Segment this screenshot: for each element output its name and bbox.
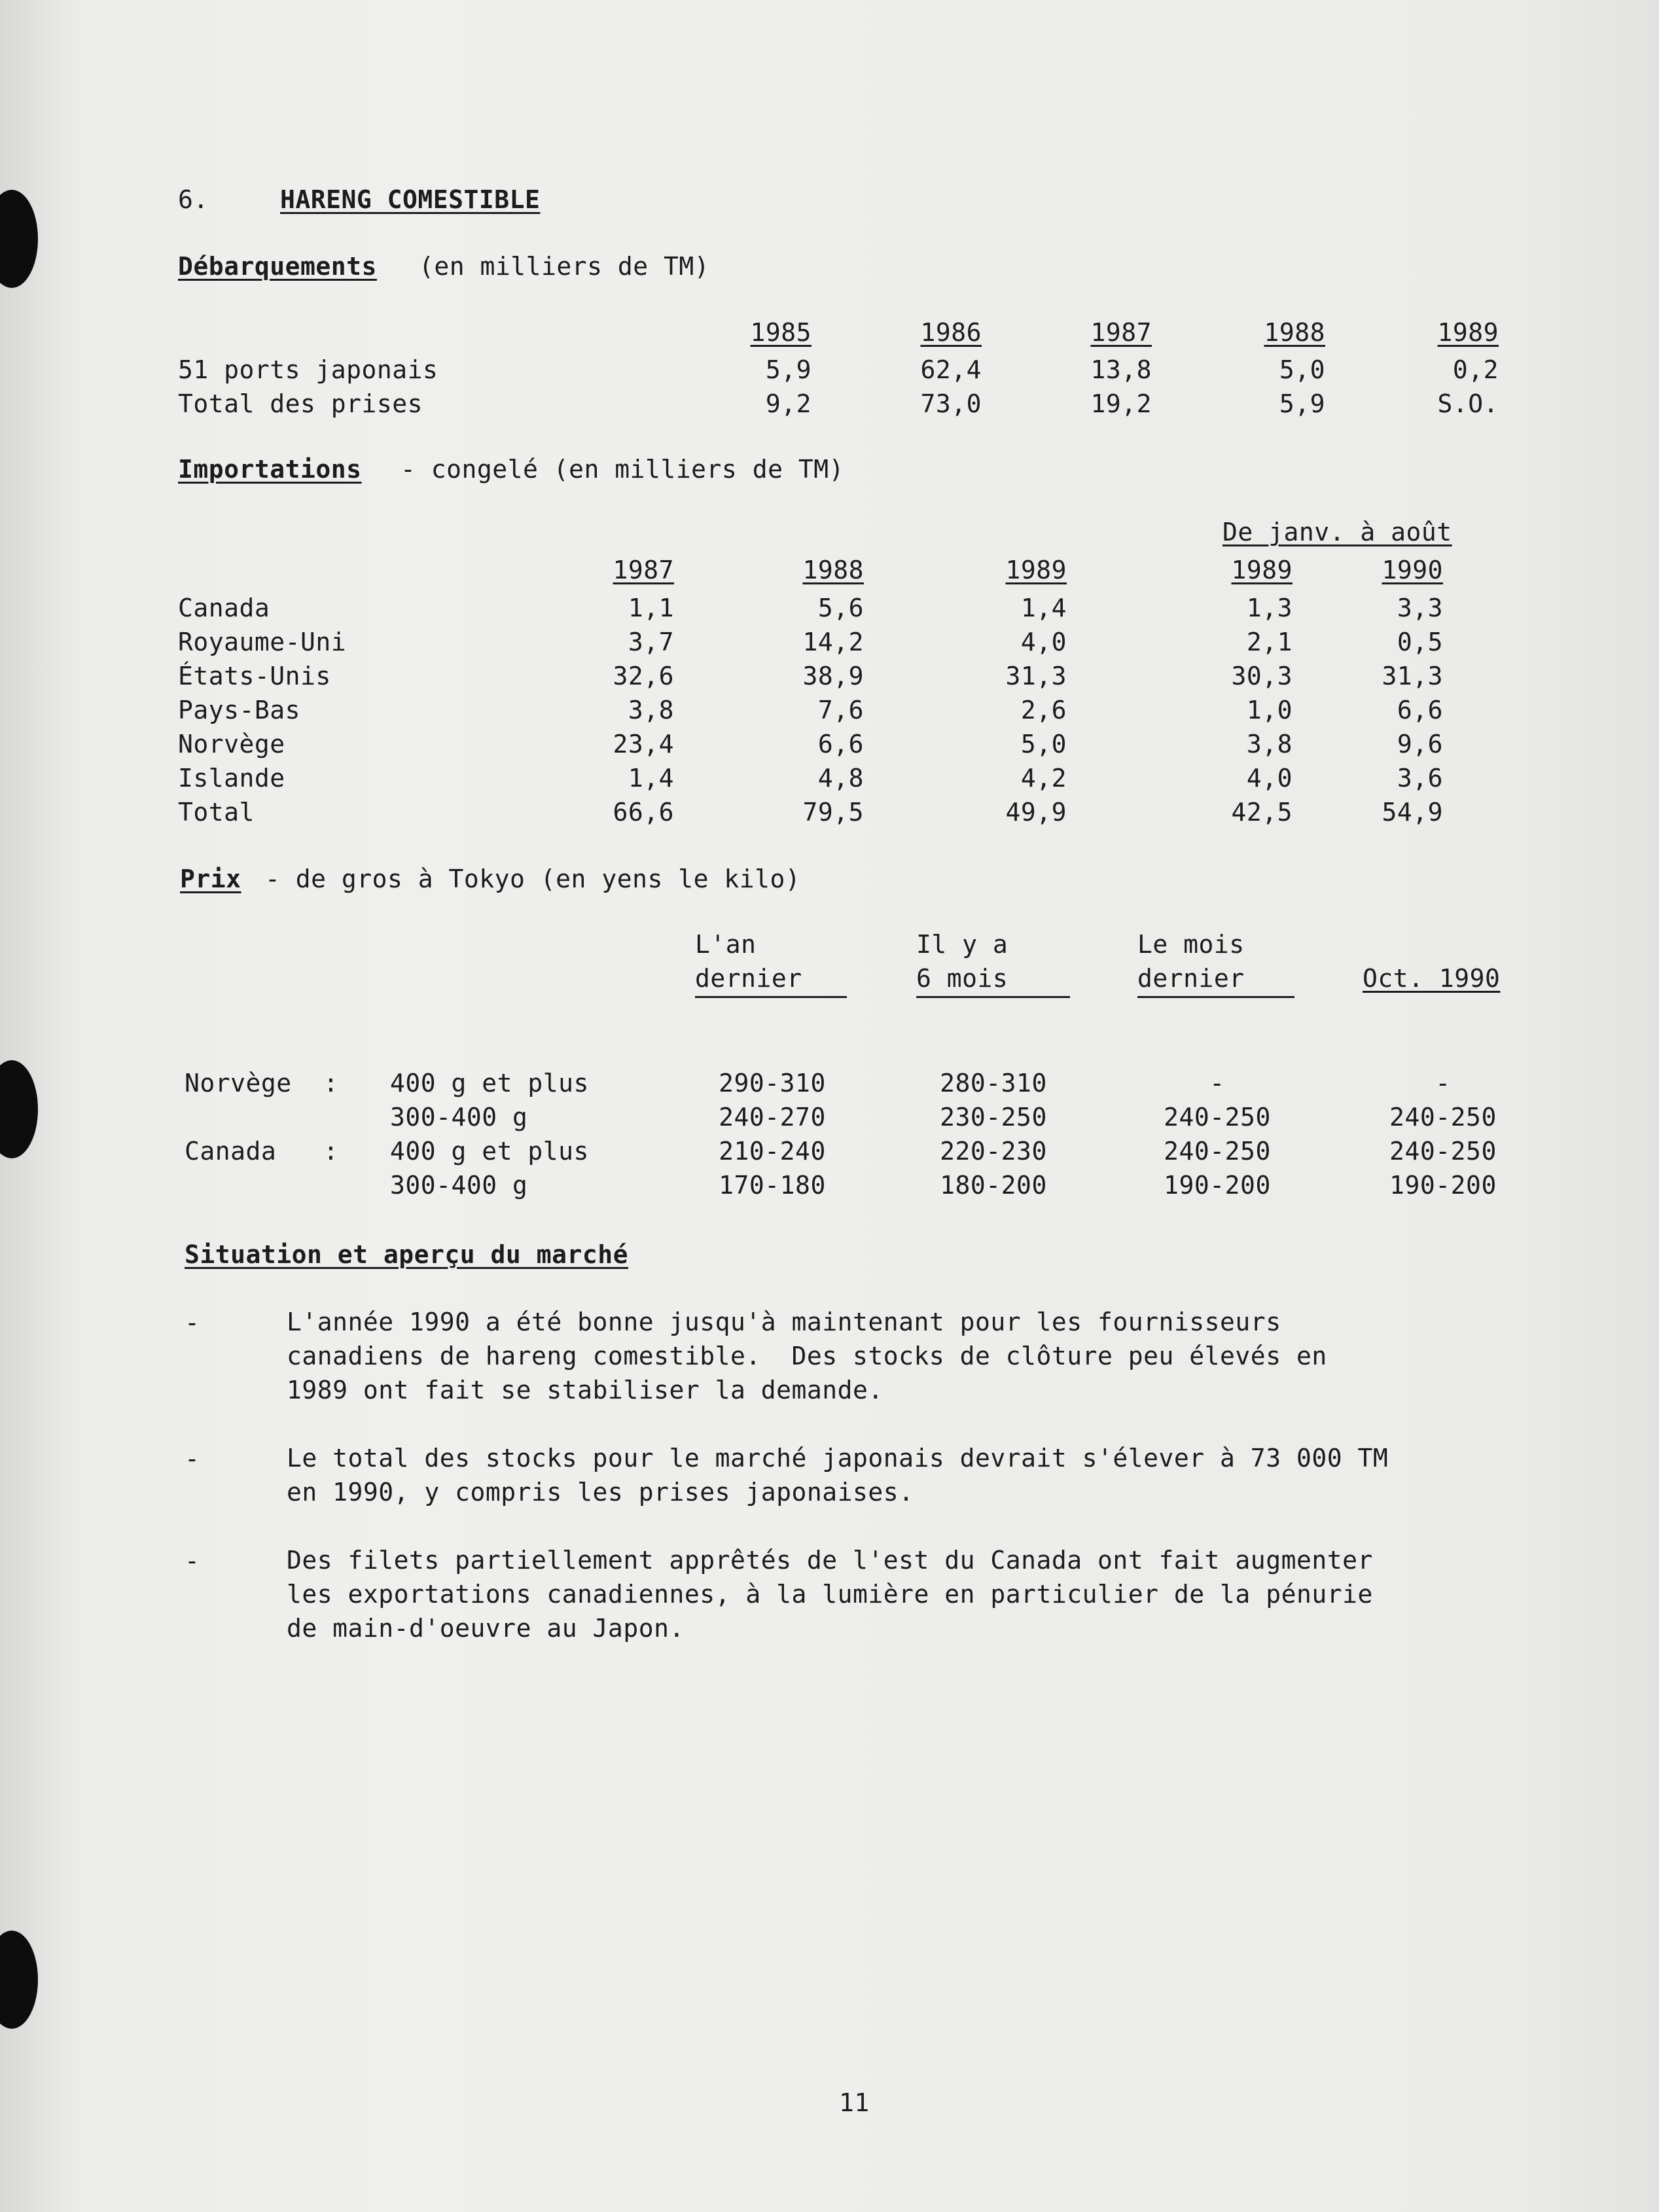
bullet-line: en 1990, y compris les prises japonaises. — [287, 1478, 914, 1507]
price-size: 300-400 g — [390, 1103, 528, 1132]
cell: 13,8 — [1090, 355, 1152, 384]
price-col-underline — [916, 996, 1070, 998]
cell: 73,0 — [920, 389, 982, 418]
row-label: 51 ports japonais — [178, 355, 438, 384]
cell: 9,6 — [1397, 730, 1443, 758]
price-col-line2: dernier — [695, 964, 802, 993]
cell: 220-230 — [940, 1137, 1047, 1166]
bullet-line: de main-d'oeuvre au Japon. — [287, 1614, 685, 1643]
cell: 38,9 — [802, 662, 864, 690]
price-size: 300-400 g — [390, 1171, 528, 1200]
prices-heading: Prix — [180, 865, 241, 893]
imports-year: 1989 — [1231, 556, 1293, 584]
row-label: Total des prises — [178, 389, 423, 418]
price-sep: : — [323, 1137, 339, 1166]
cell: 5,0 — [1020, 730, 1067, 758]
price-size: 400 g et plus — [390, 1069, 589, 1097]
bullet-line: 1989 ont fait se stabiliser la demande. — [287, 1376, 883, 1404]
cell: 79,5 — [802, 798, 864, 827]
section-number: 6. — [178, 185, 209, 214]
cell: S.O. — [1437, 389, 1499, 418]
cell: 5,9 — [1279, 389, 1325, 418]
cell: 2,1 — [1246, 628, 1293, 656]
cell: 190-200 — [1389, 1171, 1497, 1200]
cell: 1,3 — [1246, 594, 1293, 622]
binder-hole-top — [0, 190, 38, 288]
price-col-line2: dernier — [1137, 964, 1245, 993]
price-col-line1: Il y a — [916, 930, 1008, 959]
price-col-line1: L'an — [695, 930, 757, 959]
cell: 3,7 — [628, 628, 674, 656]
page-number: 11 — [839, 2088, 870, 2117]
cell: 180-200 — [940, 1171, 1047, 1200]
cell: 4,0 — [1246, 764, 1293, 793]
cell: 170-180 — [719, 1171, 826, 1200]
cell: 290-310 — [719, 1069, 826, 1097]
cell: 3,8 — [1246, 730, 1293, 758]
cell: 1,4 — [1020, 594, 1067, 622]
binder-hole-middle — [0, 1060, 38, 1158]
row-label: Pays-Bas — [178, 696, 301, 724]
market-heading: Situation et aperçu du marché — [185, 1240, 628, 1269]
cell: 19,2 — [1090, 389, 1152, 418]
cell: 4,2 — [1020, 764, 1067, 793]
row-label: Norvège — [178, 730, 285, 758]
cell: 5,6 — [817, 594, 864, 622]
imports-year: 1988 — [802, 556, 864, 584]
row-label: Royaume-Uni — [178, 628, 347, 656]
cell: 6,6 — [1397, 696, 1443, 724]
cell: 240-250 — [1164, 1137, 1271, 1166]
price-sep: : — [323, 1069, 339, 1097]
bullet-dash: - — [185, 1308, 200, 1337]
imports-year: 1989 — [1005, 556, 1067, 584]
imports-heading: Importations — [178, 455, 362, 484]
cell: 240-250 — [1164, 1103, 1271, 1132]
price-col-line2: Oct. 1990 — [1363, 964, 1501, 993]
cell: 4,8 — [817, 764, 864, 793]
cell: 30,3 — [1231, 662, 1293, 690]
price-col-line1: Le mois — [1137, 930, 1245, 959]
cell: 3,3 — [1397, 594, 1443, 622]
cell: 7,6 — [817, 696, 864, 724]
cell: 240-250 — [1389, 1137, 1497, 1166]
cell: 14,2 — [802, 628, 864, 656]
landings-year: 1987 — [1090, 318, 1152, 347]
bullet-line: Le total des stocks pour le marché japonais devrait s'élever à 73 000 TM — [287, 1444, 1389, 1472]
landings-heading: Débarquements — [178, 252, 377, 281]
cell: 0,5 — [1397, 628, 1443, 656]
bullet-dash: - — [185, 1546, 200, 1575]
imports-year: 1987 — [613, 556, 674, 584]
imports-period-label: De janv. à août — [1222, 518, 1452, 546]
cell: 54,9 — [1382, 798, 1443, 827]
cell: 190-200 — [1164, 1171, 1271, 1200]
cell: 1,1 — [628, 594, 674, 622]
cell: 66,6 — [613, 798, 674, 827]
price-size: 400 g et plus — [390, 1137, 589, 1166]
cell: - — [1435, 1069, 1451, 1097]
cell: 1,4 — [628, 764, 674, 793]
cell: 9,2 — [765, 389, 812, 418]
cell: 5,9 — [765, 355, 812, 384]
cell: 49,9 — [1005, 798, 1067, 827]
bullet-line: L'année 1990 a été bonne jusqu'à maintenant pour les fournisseurs — [287, 1308, 1281, 1336]
section-title: HARENG COMESTIBLE — [280, 185, 541, 214]
cell: - — [1209, 1069, 1225, 1097]
cell: 42,5 — [1231, 798, 1293, 827]
price-col-underline — [1137, 996, 1294, 998]
imports-subtitle: - congelé (en milliers de TM) — [401, 455, 844, 484]
price-country: Canada — [185, 1137, 277, 1166]
cell: 2,6 — [1020, 696, 1067, 724]
bullet-line: canadiens de hareng comestible. Des stocks de clôture peu élevés en — [287, 1342, 1327, 1370]
prices-subtitle: - de gros à Tokyo (en yens le kilo) — [265, 865, 801, 893]
price-col-underline — [695, 996, 847, 998]
cell: 5,0 — [1279, 355, 1325, 384]
row-label: Total — [178, 798, 255, 827]
cell: 62,4 — [920, 355, 982, 384]
cell: 280-310 — [940, 1069, 1047, 1097]
cell: 240-270 — [719, 1103, 826, 1132]
row-label: États-Unis — [178, 662, 331, 690]
cell: 31,3 — [1005, 662, 1067, 690]
cell: 6,6 — [817, 730, 864, 758]
cell: 23,4 — [613, 730, 674, 758]
cell: 3,8 — [628, 696, 674, 724]
landings-unit: (en milliers de TM) — [419, 252, 710, 281]
bullet-line: Des filets partiellement apprêtés de l'est du Canada ont fait augmenter — [287, 1546, 1373, 1575]
cell: 3,6 — [1397, 764, 1443, 793]
binder-hole-bottom — [0, 1931, 38, 2029]
cell: 210-240 — [719, 1137, 826, 1166]
row-label: Islande — [178, 764, 285, 793]
landings-year: 1986 — [920, 318, 982, 347]
landings-year: 1988 — [1264, 318, 1325, 347]
bullet-dash: - — [185, 1444, 200, 1473]
row-label: Canada — [178, 594, 270, 622]
cell: 32,6 — [613, 662, 674, 690]
cell: 240-250 — [1389, 1103, 1497, 1132]
landings-year: 1985 — [750, 318, 812, 347]
cell: 0,2 — [1452, 355, 1499, 384]
cell: 230-250 — [940, 1103, 1047, 1132]
imports-year: 1990 — [1382, 556, 1443, 584]
bullet-line: les exportations canadiennes, à la lumière en particulier de la pénurie — [287, 1580, 1373, 1609]
landings-year: 1989 — [1437, 318, 1499, 347]
cell: 31,3 — [1382, 662, 1443, 690]
cell: 4,0 — [1020, 628, 1067, 656]
price-country: Norvège — [185, 1069, 292, 1097]
cell: 1,0 — [1246, 696, 1293, 724]
price-col-line2: 6 mois — [916, 964, 1008, 993]
